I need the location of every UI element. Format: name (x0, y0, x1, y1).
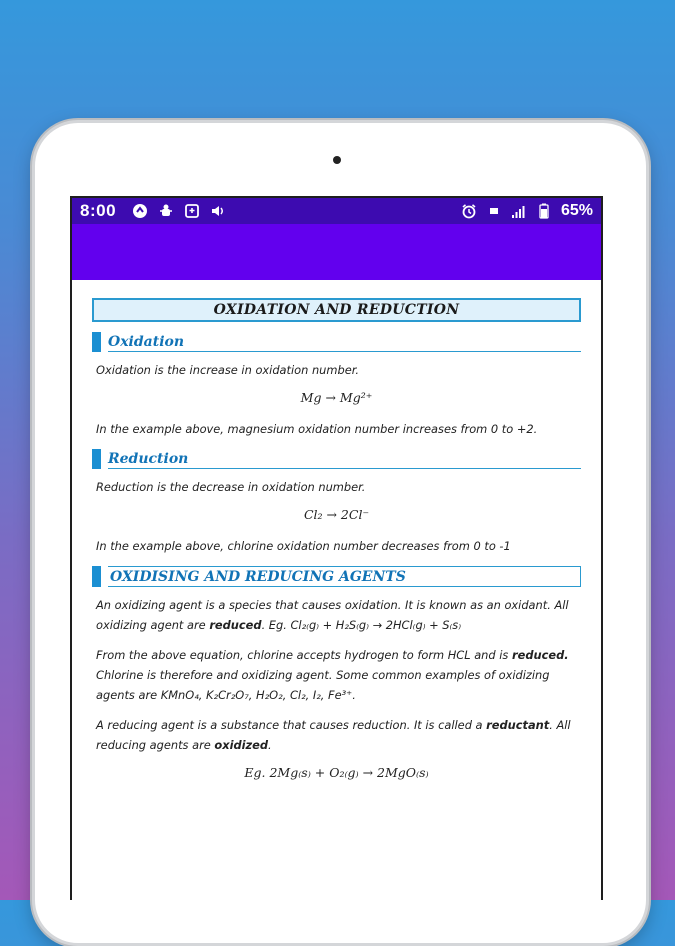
document-content (72, 280, 601, 780)
oxidation-definition: Oxidation is the increase in oxidation number. (96, 363, 359, 377)
reducing-agent-paragraph: A reducing agent is a substance that causes reduction. It is called a reductant. All reducing agents are oxidized. (96, 718, 571, 752)
device-screen (70, 196, 603, 900)
section-title: Reduction (108, 449, 581, 469)
volume-icon (210, 203, 226, 219)
section-agents-header (92, 566, 581, 587)
section-title: Oxidation (108, 332, 581, 352)
reduction-equation: Cl₂ → 2Cl⁻ (303, 507, 370, 522)
status-time: 8:00 (80, 201, 117, 220)
section-marker (92, 332, 101, 352)
magnesium-equation: Eg. 2Mg₍s₎ + O₂₍g₎ → 2MgO₍s₎ (244, 765, 429, 780)
screenshot-icon (184, 203, 200, 219)
battery-percentage: 65% (560, 202, 593, 219)
status-bar (72, 196, 601, 224)
section-marker (92, 566, 101, 587)
alarm-icon (461, 203, 477, 219)
signal-icon (511, 203, 527, 219)
front-camera (333, 156, 341, 164)
reduction-explanation: In the example above, chlorine oxidation number decreases from 0 to -1 (96, 539, 511, 553)
document-title: OXIDATION AND REDUCTION (92, 298, 581, 322)
android-debug-icon (158, 203, 174, 219)
oxidizing-agent-paragraph: An oxidizing agent is a species that causes oxidation. It is known as an oxidant. All oxidizing agent are reduced. Eg. Cl₂₍g₎ + H₂S₍g₎ → 2HCl₍g₎ + S₍s₎ (96, 598, 569, 632)
section-oxidation-header (92, 332, 581, 352)
app-toolbar (72, 224, 601, 280)
oxidation-explanation: In the example above, magnesium oxidation number increases from 0 to +2. (96, 422, 538, 436)
app-notification-icon (132, 203, 148, 219)
reduction-definition: Reduction is the decrease in oxidation number. (96, 480, 366, 494)
section-title: OXIDISING AND REDUCING AGENTS (108, 566, 581, 587)
oxidation-equation: Mg → Mg²⁺ (300, 390, 373, 405)
section-reduction-header (92, 449, 581, 469)
section-marker (92, 449, 101, 469)
battery-icon (536, 203, 552, 219)
nfc-icon (486, 203, 502, 219)
chlorine-paragraph: From the above equation, chlorine accepts hydrogen to form HCL and is reduced. Chlorine is therefore and oxidizing agent. Some common examples of oxidizing agents are KMnO₄, K₂Cr₂O₇, H₂O₂, Cl₂, I₂, Fe³⁺. (96, 648, 569, 702)
